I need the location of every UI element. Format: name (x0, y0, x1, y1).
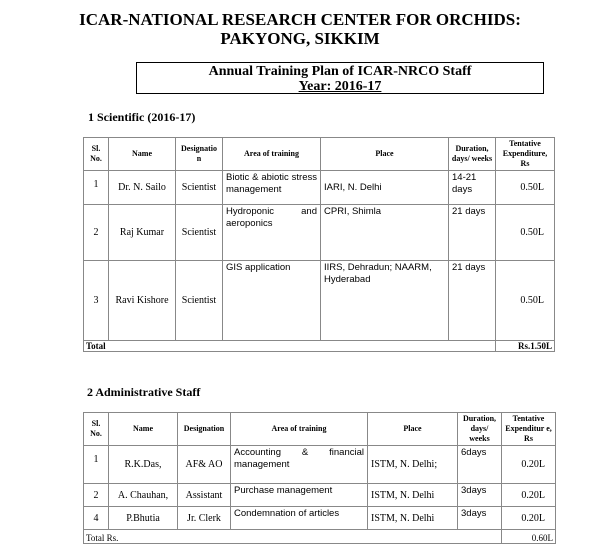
cell-place: IARI, N. Delhi (321, 171, 449, 205)
table-row (84, 446, 556, 484)
col-name: Name (109, 138, 176, 171)
cell-area: Biotic & abiotic stress management (223, 171, 321, 205)
cell-area: Accounting & financial management (231, 446, 368, 484)
total-label: Total (84, 341, 496, 352)
cell-place: ISTM, N. Delhi (368, 507, 458, 530)
cell-designation: Jr. Clerk (178, 507, 231, 530)
table-row (84, 205, 555, 261)
cell-name: Raj Kumar (109, 205, 176, 261)
table-header-row (84, 138, 555, 171)
cell-designation: Scientist (176, 261, 223, 341)
table-row (84, 261, 555, 341)
cell-sl: 1 (84, 171, 109, 205)
cell-designation: AF& AO (178, 446, 231, 484)
total-value: Rs.1.50L (496, 341, 555, 352)
col-place: Place (368, 413, 458, 446)
col-name: Name (109, 413, 178, 446)
cell-name: Ravi Kishore (109, 261, 176, 341)
total-value: 0.60L (502, 530, 556, 544)
cell-designation: Assistant (178, 484, 231, 507)
total-row (84, 341, 555, 352)
table-row (84, 171, 555, 205)
cell-expenditure: 0.50L (496, 261, 555, 341)
cell-place: ISTM, N. Delhi (368, 484, 458, 507)
cell-place: IIRS, Dehradun; NAARM, Hyderabad (321, 261, 449, 341)
cell-expenditure: 0.20L (502, 507, 556, 530)
section2-heading: 2 Administrative Staff (87, 385, 201, 399)
cell-name: A. Chauhan, (109, 484, 178, 507)
cell-expenditure: 0.50L (496, 171, 555, 205)
col-expenditure: Tentative Expenditure, Rs (496, 138, 555, 171)
plan-title-box (136, 62, 544, 94)
plan-year: Year: 2016-17 (298, 79, 382, 94)
admin-table (83, 412, 556, 544)
col-duration: Duration, days/ weeks (449, 138, 496, 171)
cell-sl: 2 (84, 484, 109, 507)
cell-duration: 21 days (449, 261, 496, 341)
cell-designation: Scientist (176, 205, 223, 261)
total-row (84, 530, 556, 544)
org-title-line2: PAKYONG, SIKKIM (220, 29, 380, 48)
cell-name: R.K.Das, (109, 446, 178, 484)
table-row (84, 507, 556, 530)
cell-area: Condemnation of articles (231, 507, 368, 530)
cell-duration: 14-21 days (449, 171, 496, 205)
col-duration: Duration, days/ weeks (458, 413, 502, 446)
cell-area: Purchase management (231, 484, 368, 507)
cell-name: P.Bhutia (109, 507, 178, 530)
cell-expenditure: 0.20L (502, 484, 556, 507)
col-area: Area of training (231, 413, 368, 446)
cell-area: GIS application (223, 261, 321, 341)
cell-sl: 3 (84, 261, 109, 341)
cell-duration: 21 days (449, 205, 496, 261)
cell-place: CPRI, Shimla (321, 205, 449, 261)
cell-sl: 1 (84, 446, 109, 484)
section1-heading: 1 Scientific (2016-17) (88, 110, 196, 124)
org-title-line1: ICAR-NATIONAL RESEARCH CENTER FOR ORCHIDS: (79, 10, 521, 29)
cell-duration: 3days (458, 507, 502, 530)
col-area: Area of training (223, 138, 321, 171)
cell-sl: 2 (84, 205, 109, 261)
table-row (84, 484, 556, 507)
cell-place: ISTM, N. Delhi; (368, 446, 458, 484)
total-label: Total Rs. (84, 530, 502, 544)
plan-title: Annual Training Plan of ICAR-NRCO Staff (208, 64, 472, 79)
scientific-table (83, 137, 555, 352)
cell-sl: 4 (84, 507, 109, 530)
col-sl: Sl. No. (84, 138, 109, 171)
col-expenditure: Tentative Expenditur e, Rs (502, 413, 556, 446)
cell-duration: 3days (458, 484, 502, 507)
col-designation: Designation (178, 413, 231, 446)
col-designation: Designatio n (176, 138, 223, 171)
cell-designation: Scientist (176, 171, 223, 205)
cell-area: Hydroponic and aeroponics (223, 205, 321, 261)
cell-name: Dr. N. Sailo (109, 171, 176, 205)
cell-duration: 6days (458, 446, 502, 484)
col-place: Place (321, 138, 449, 171)
cell-expenditure: 0.20L (502, 446, 556, 484)
cell-expenditure: 0.50L (496, 205, 555, 261)
table-header-row (84, 413, 556, 446)
col-sl: Sl. No. (84, 413, 109, 446)
